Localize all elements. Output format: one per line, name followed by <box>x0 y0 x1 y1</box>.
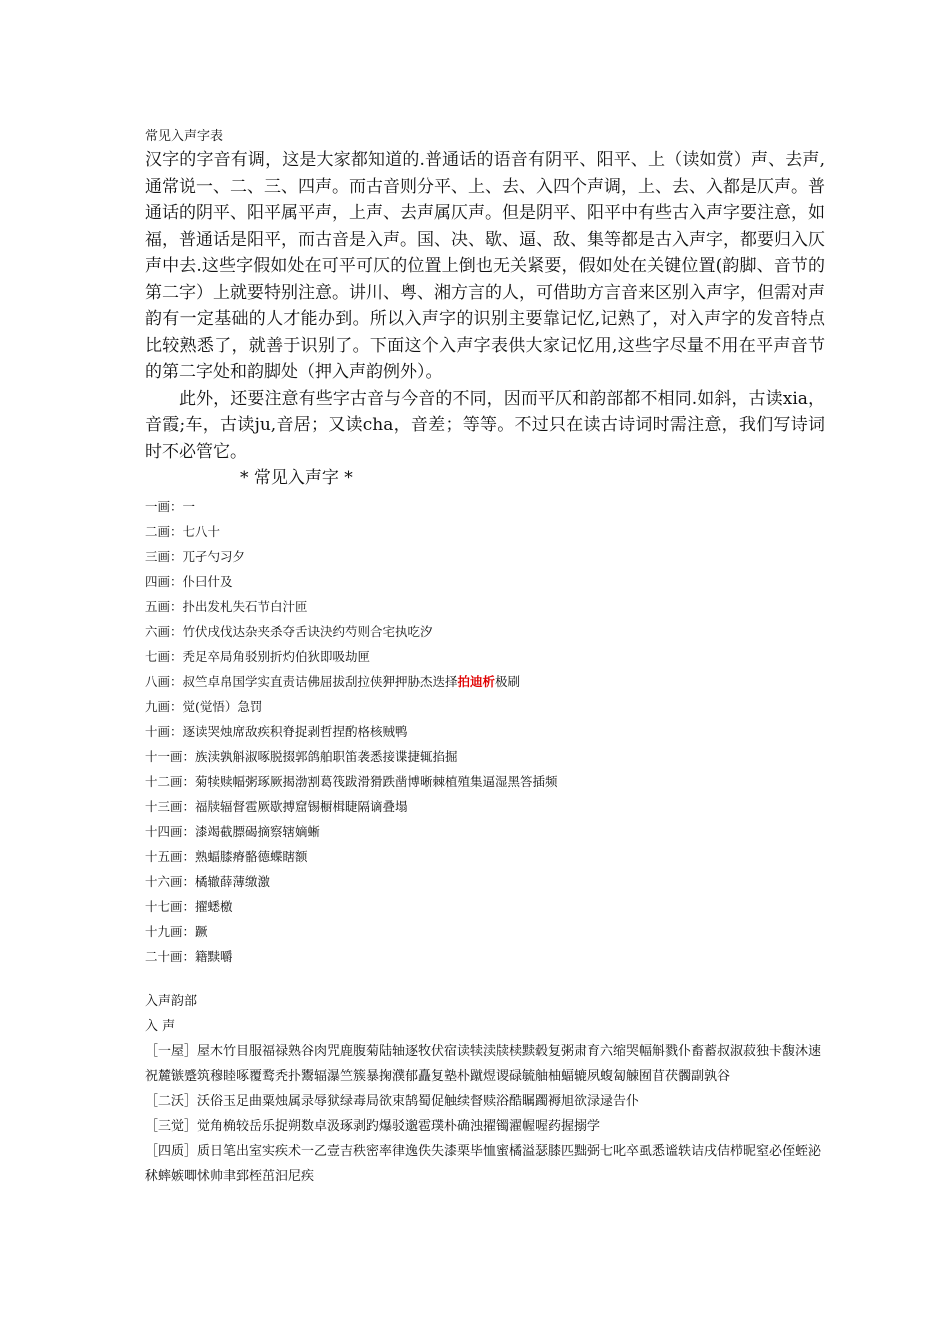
stroke-label: 二画： <box>145 524 183 539</box>
stroke-label: 一画： <box>145 499 183 514</box>
stroke-label: 五画： <box>145 599 183 614</box>
intro-text <box>145 147 825 465</box>
list-item <box>145 644 825 669</box>
stroke-chars: 菊犊赎幅粥琢厥揭渤割葛筏跋滑猾跌凿博晰棘植殖集逼湿黑答插频 <box>195 774 558 789</box>
rhyme-tag: ［三觉］ <box>145 1119 198 1134</box>
list-item <box>145 669 825 694</box>
stroke-chars: 仆曰什及 <box>182 574 233 589</box>
stroke-label: 四画： <box>145 574 183 589</box>
document-page <box>145 127 825 1189</box>
list-item <box>145 694 825 719</box>
list-item <box>145 894 825 919</box>
rhyme-group <box>145 1039 825 1089</box>
stroke-chars: 竹伏戌伐达杂夹杀夺舌诀決约芍则合宅执吃汐 <box>182 624 433 639</box>
list-item <box>145 744 825 769</box>
list-item <box>145 569 825 594</box>
list-item <box>145 494 825 519</box>
stroke-count-list <box>145 494 825 969</box>
stroke-chars: 一 <box>182 499 196 514</box>
stroke-chars: 叔竺卓帛国学实直责诘佛屈拔刮拉侠狎押胁杰迭择 <box>182 674 458 689</box>
stroke-label: 七画： <box>145 649 183 664</box>
section-title: 入声韵部 <box>145 994 198 1009</box>
list-item <box>145 919 825 944</box>
stroke-label: 十三画： <box>145 799 196 814</box>
list-item <box>145 844 825 869</box>
stroke-label: 十九画： <box>145 924 196 939</box>
rhyme-tag: ［四质］ <box>145 1144 198 1159</box>
stroke-chars: 七八十 <box>182 524 221 539</box>
stroke-chars: 擢蟋檄 <box>195 899 233 914</box>
rhyme-group <box>145 1089 825 1114</box>
stroke-chars: 扑出发札失石节白汁匝 <box>182 599 308 614</box>
stroke-label: 六画： <box>145 624 183 639</box>
stroke-chars-after: 极刷 <box>495 674 521 689</box>
list-item <box>145 719 825 744</box>
stroke-label: 八画： <box>145 674 183 689</box>
stroke-label: 十一画： <box>145 749 196 764</box>
section-subtitle: 入 声 <box>145 1019 176 1034</box>
rhyme-group <box>145 1114 825 1139</box>
list-item <box>145 944 825 969</box>
stroke-label: 十四画： <box>145 824 196 839</box>
list-item <box>145 544 825 569</box>
stroke-chars: 籍黩嚼 <box>195 949 233 964</box>
document-title: 常见入声字表 <box>145 129 224 144</box>
list-item <box>145 594 825 619</box>
stroke-label: 十六画： <box>145 874 196 889</box>
stroke-chars: 族渎孰斛淑啄脱掇郭鸽舶职笛袭悉接谍捷辄掐掘 <box>195 749 458 764</box>
rhyme-tag: ［一屋］ <box>145 1044 198 1059</box>
stroke-label: 三画： <box>145 549 183 564</box>
stroke-label: 二十画： <box>145 949 196 964</box>
stroke-label: 九画： <box>145 699 183 714</box>
stroke-chars: 蹶 <box>195 924 208 939</box>
stroke-chars: 橘辙薛薄缴激 <box>195 874 271 889</box>
stroke-label: 十七画： <box>145 899 196 914</box>
intro-paragraph-1: 汉字的字音有调，这是大家都知道的.普通话的语音有阴平、阳平、上（读如赏）声、去声,通常说一、二、三、四声。而古音则分平、上、去、入四个声调，上、去、入都是仄声。普通话的阴平、阳平属平声，上声、去声属仄声。但是阴平、阳平中有些古入声字要注意，如福，普通话是阳平，而古音是入声。国、决、歇、逼、敌、集等都是古入声字，都要归入仄声中去.这些字假如处在可平可仄的位置上倒也无关紧要，假如处在关键位置(韵脚、音节的第二字）上就要特别注意。讲川、粤、湘方言的人，可借助方言音来区别入声字，但需对声韵有一定基础的人才能办到。所以入声字的识别主要靠记忆,记熟了，对入声字的发音特点比较熟悉了，就善于识别了。下面这个入声字表供大家记忆用,这些字尽量不用在平声音节的第二字处和韵脚处（押入声韵例外）。 <box>145 150 825 382</box>
list-item <box>145 794 825 819</box>
list-item <box>145 819 825 844</box>
rhyme-chars: 屋木竹目服福禄熟谷肉咒鹿腹菊陆轴逐牧伏宿读犊渎牍椟黩毂复粥肃育六缩哭幅斛戮仆畜蓄叔淑菽独卡馥沐速祝麓镞蹙筑穆睦啄覆鹜秃扑鬻辐瀑竺簇暴掬濮郁矗复塾朴蹴煜谡碌毓舳柚蝠辘夙蝮匐觫囿苜茯髑副孰谷 <box>145 1044 822 1084</box>
stroke-chars: 熟蝠膝瘠骼德蝶瞎额 <box>195 849 308 864</box>
intro-paragraph-2: 此外，还要注意有些字古音与今音的不同，因而平仄和韵部都不相同.如斜，古读xia，音霞;车，古读ju,音居；又读cha，音差；等等。不过只在读古诗词时需注意，我们写诗词时不必管它。 <box>145 388 825 462</box>
stroke-label: 十画： <box>145 724 183 739</box>
list-item <box>145 619 825 644</box>
stroke-chars: 觉(觉悟）急罚 <box>182 699 263 714</box>
stroke-label: 十五画： <box>145 849 196 864</box>
stroke-chars: 秃足卒局角驳别折灼伯狄即吸劫匣 <box>182 649 371 664</box>
stroke-chars: 漆竭截膘碣摘察辖嫡蜥 <box>195 824 321 839</box>
rhyme-section <box>145 989 825 1189</box>
rhyme-chars: 质日笔出室实疾术一乙壹吉秩密率律逸佚失漆栗毕恤蜜橘溢瑟膝匹黜弼七叱卒虱悉谧轶诘戌佶栉昵窒必侄蛭泌秫蟀嫉唧怵帅聿郅桎茁汩尼疾 <box>145 1144 822 1184</box>
rhyme-group <box>145 1139 825 1189</box>
list-item <box>145 769 825 794</box>
stroke-chars: 福牍辐督雹厥歇搏窟锡橱楫睫隔谪叠塌 <box>195 799 408 814</box>
stroke-label: 十二画： <box>145 774 196 789</box>
list-item <box>145 869 825 894</box>
rhyme-chars: 觉角桷较岳乐捉朔数卓汲琢剥趵爆驳邈雹璞朴确浊擢镯濯幄喔药握搦学 <box>197 1119 601 1134</box>
stroke-chars: 逐读哭烛席敌疾积脊捉剥哲捏酌格核贼鸭 <box>182 724 408 739</box>
spacer <box>145 969 825 989</box>
stroke-chars: 兀孑勺习夕 <box>182 549 246 564</box>
rhyme-tag: ［二沃］ <box>145 1094 198 1109</box>
highlighted-chars: 拍迪析 <box>457 674 496 689</box>
list-heading: * 常见入声字 * <box>240 468 353 488</box>
rhyme-chars: 沃俗玉足曲粟烛属录辱狱绿毒局欲束鹄蜀促触续督赎浴酷瞩躅褥旭欲渌逯告仆 <box>197 1094 640 1109</box>
list-item <box>145 519 825 544</box>
